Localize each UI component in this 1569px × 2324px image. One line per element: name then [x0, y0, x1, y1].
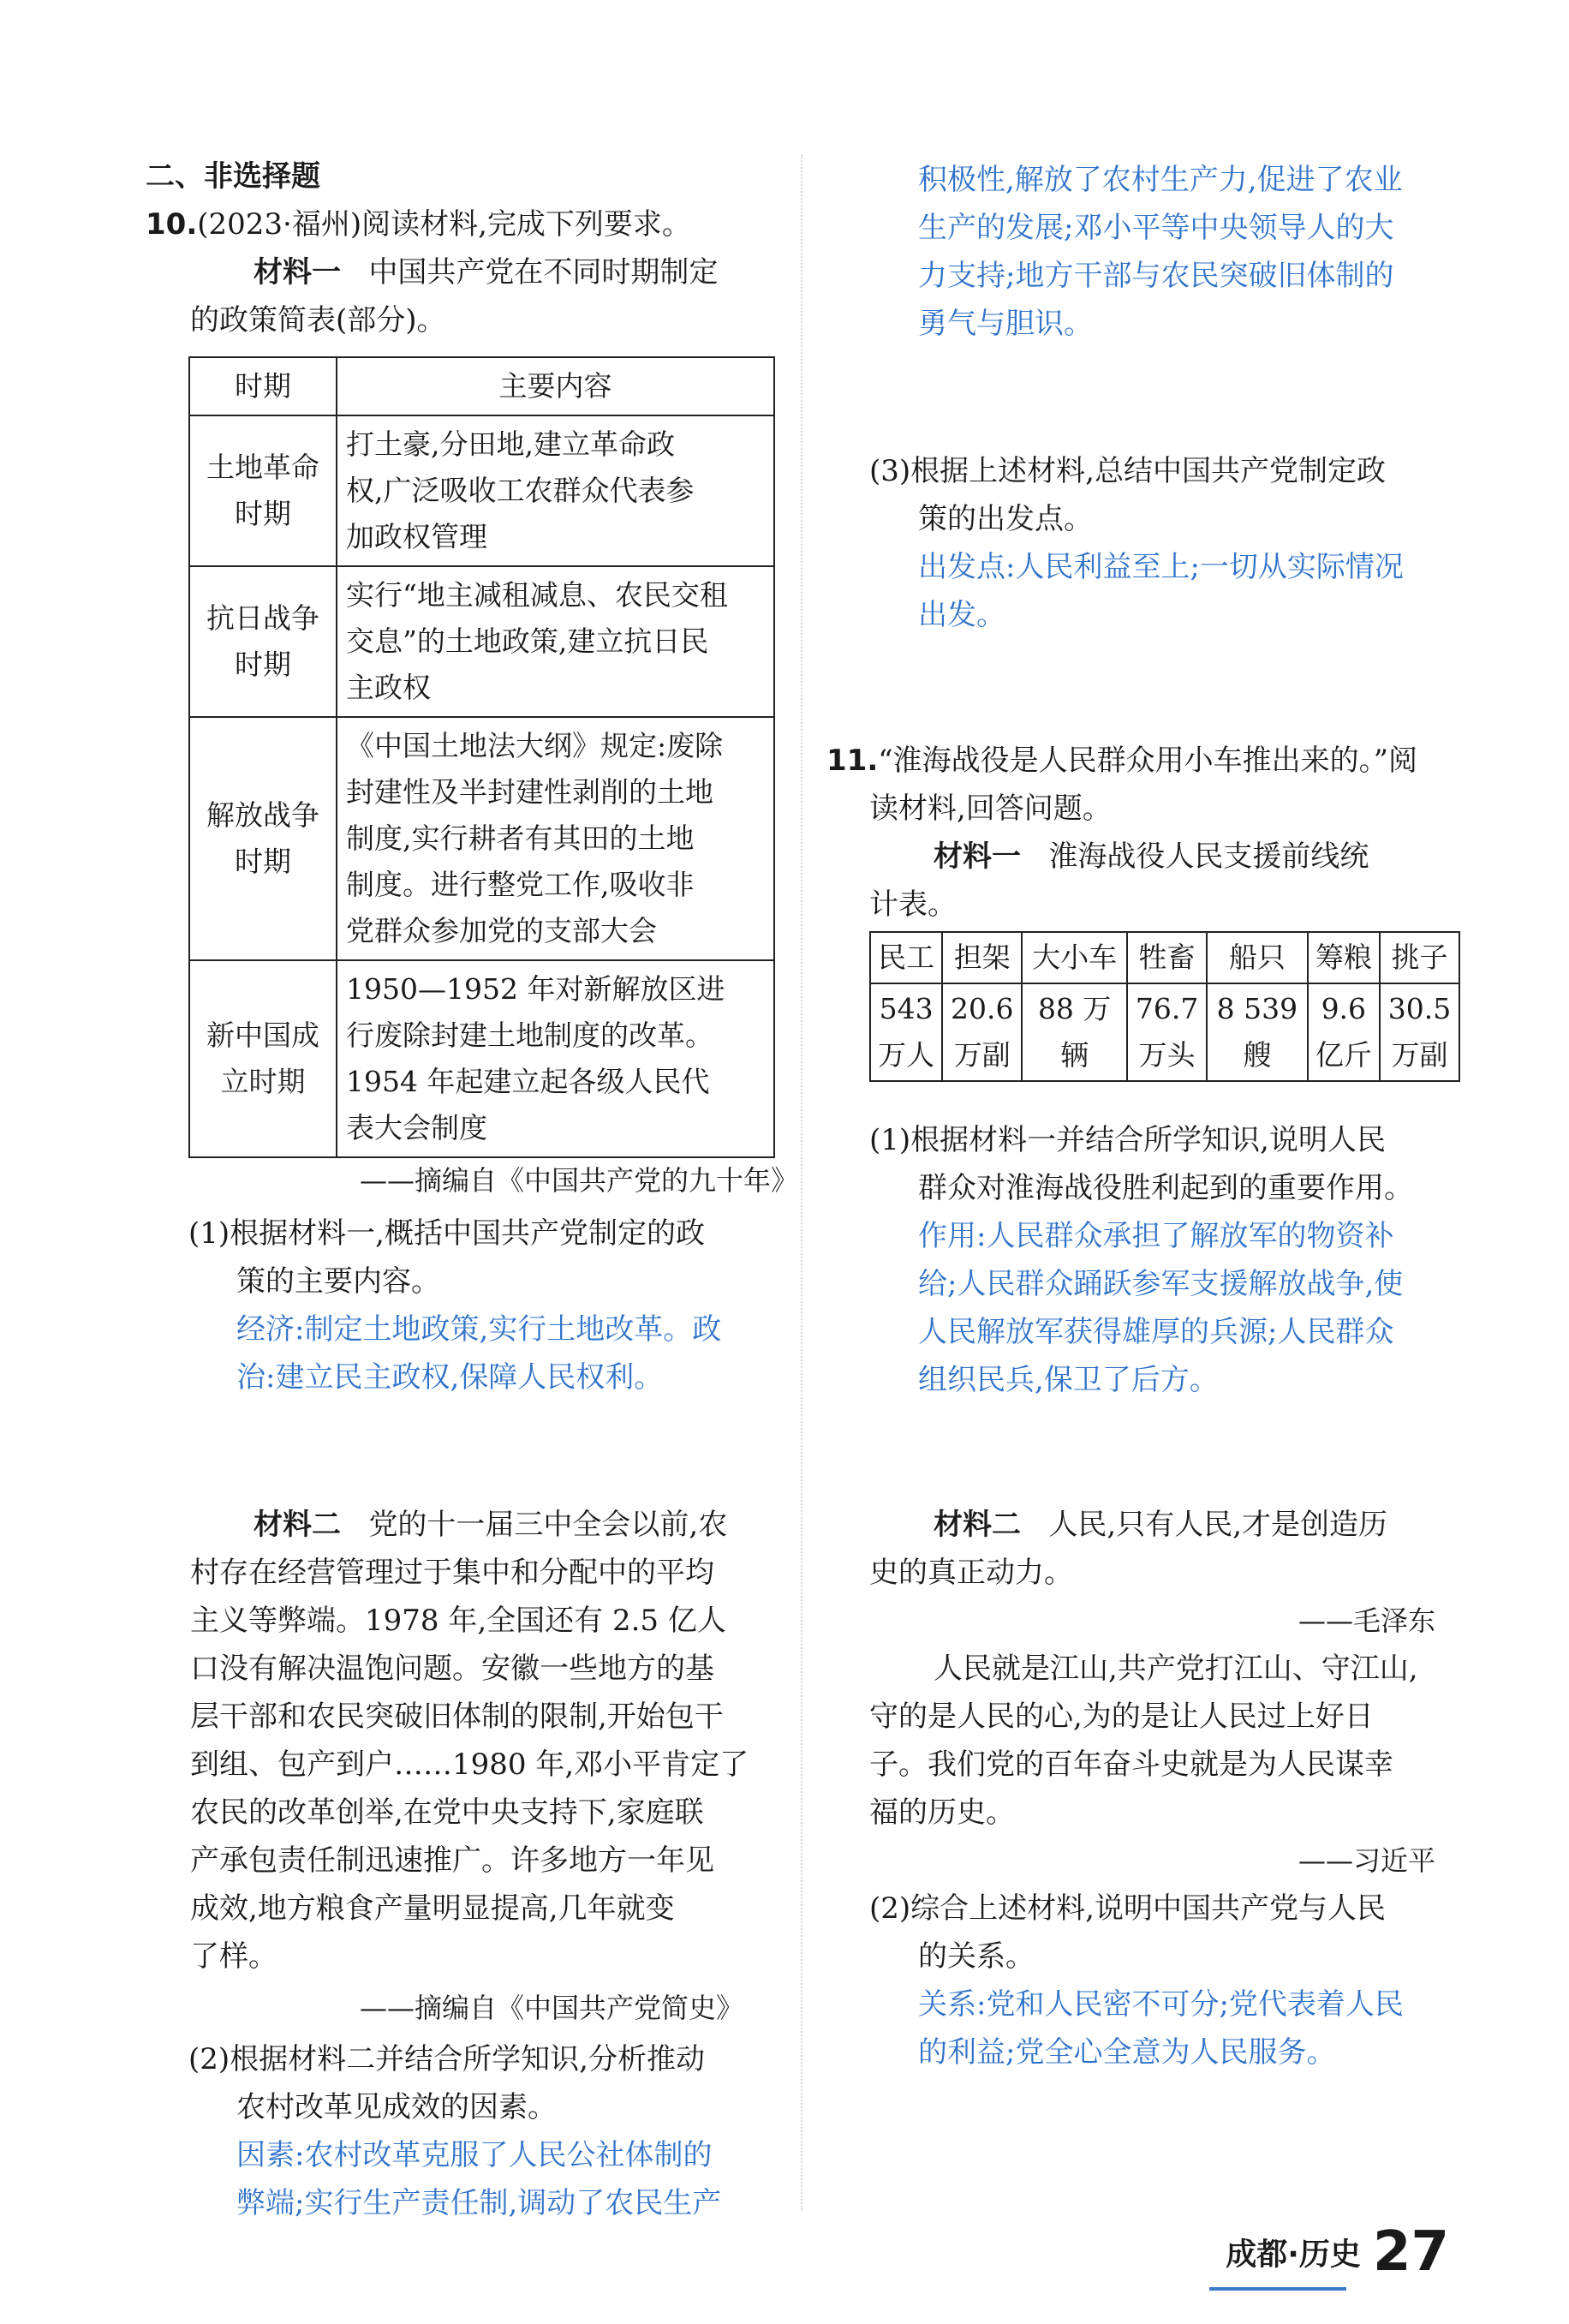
- table-row: [189, 717, 774, 960]
- table-row: [189, 960, 774, 1157]
- table-cell: 88 万 辆: [1022, 983, 1127, 1081]
- table-header: 筹粮: [1308, 932, 1380, 983]
- q10-a2-cont: 力支持;地方干部与农民突破旧体制的: [918, 259, 1394, 293]
- q11-a1-line: 人民解放军获得雄厚的兵源;人民群众: [918, 1315, 1394, 1349]
- q10-m2-source: ——摘编自《中国共产党简史》: [360, 1992, 744, 2024]
- q11-a2-line1: 关系:党和人民密不可分;党代表着人民: [918, 1987, 1404, 2022]
- q10-q1-line1: (1)根据材料一,概括中国共产党制定的政: [188, 1216, 705, 1251]
- q10-m2-line: 成效,地方粮食产量明显提高,几年就变: [190, 1891, 675, 1926]
- q11-m2-text2: 史的真正动力。: [869, 1556, 1073, 1590]
- footer-underline: [1209, 2287, 1346, 2291]
- q11-a2-line2: 的利益;党全心全意为人民服务。: [918, 2035, 1336, 2070]
- page-number: 27: [1372, 2220, 1449, 2284]
- table-row: [870, 983, 1459, 1081]
- q11-a1-line: 组织民兵,保卫了后方。: [918, 1363, 1219, 1397]
- table-cell: 9.6 亿斤: [1308, 983, 1380, 1081]
- q10-a2-line2: 弊端;实行生产责任制,调动了农民生产: [236, 2186, 722, 2220]
- q11-q2-line1: (2)综合上述材料,说明中国共产党与人民: [869, 1891, 1386, 1926]
- q10-a3-line2: 出发。: [918, 598, 1005, 632]
- q10-a2-cont: 生产的发展;邓小平等中央领导人的大: [918, 211, 1394, 245]
- q11-m2-source2: ——习近平: [1298, 1844, 1436, 1877]
- q11-m2-quote: 守的是人民的心,为的是让人民过上好日: [869, 1700, 1374, 1734]
- q10-m2-label: 材料二: [254, 1508, 341, 1542]
- q10-m1-source: ——摘编自《中国共产党的九十年》: [360, 1164, 799, 1197]
- q10-m2-line: 层干部和农民突破旧体制的限制,开始包干: [190, 1700, 724, 1734]
- q10-q2-line2: 农村改革见成效的因素。: [236, 2090, 557, 2124]
- table-cell-period: 新中国成 立时期: [189, 960, 337, 1157]
- table-header: 挑子: [1380, 932, 1459, 983]
- q10-stem: [146, 200, 691, 248]
- table-cell: 30.5 万副: [1380, 983, 1459, 1081]
- table-header-period: 时期: [189, 357, 337, 415]
- q10-material2-intro: 材料二 党的十一届三中全会以前,农: [254, 1508, 728, 1542]
- q11-q2-line2: 的关系。: [918, 1939, 1035, 1974]
- table-cell-content: 实行“地主减租减息、农民交租 交息”的土地政策,建立抗日民 主政权: [337, 566, 774, 717]
- table-cell-content: 打土豪,分田地,建立革命政 权,广泛吸收工农群众代表参 加政权管理: [337, 415, 774, 566]
- q11-m2-quote: 子。我们党的百年奋斗史就是为人民谋幸: [869, 1747, 1393, 1782]
- q10-m1-label: 材料一: [254, 255, 341, 290]
- q11-q1-line1: (1)根据材料一并结合所学知识,说明人民: [869, 1123, 1386, 1157]
- q10-q3-line1: (3)根据上述材料,总结中国共产党制定政: [869, 454, 1386, 488]
- table-header: 民工: [870, 932, 942, 983]
- q11-m2-source1: ——毛泽东: [1298, 1604, 1436, 1637]
- q10-a1-line1: 经济:制定土地政策,实行土地改革。政: [236, 1312, 722, 1347]
- table-row: [189, 566, 774, 717]
- q10-stem-text: (2023·福州)阅读材料,完成下列要求。: [197, 207, 691, 242]
- q11-material1-intro-2: 计表。: [869, 887, 957, 922]
- q11-stem-2: 读材料,回答问题。: [869, 792, 1112, 826]
- q11-material1-intro: 材料一 淮海战役人民支援前线统: [934, 839, 1369, 874]
- q10-m2-line: 口没有解决温饱问题。安徽一些地方的基: [190, 1652, 714, 1686]
- q11-material2-intro: 材料二 人民,只有人民,才是创造历: [934, 1508, 1388, 1542]
- table-cell-period: 解放战争 时期: [189, 717, 337, 960]
- q11-stem: 11.“淮海战役是人民群众用小车推出来的。”阅: [826, 744, 1417, 778]
- q10-a1-line2: 治:建立民主政权,保障人民权利。: [236, 1360, 664, 1395]
- table-header: 大小车: [1022, 932, 1127, 983]
- table-cell-content: 1950—1952 年对新解放区进 行废除封建土地制度的改革。 1954 年起建立起各级人民代 表大会制度: [337, 960, 774, 1157]
- q10-q2-line1: (2)根据材料二并结合所学知识,分析推动: [188, 2042, 705, 2076]
- q10-m2-line: 到组、包产到户……1980 年,邓小平肯定了: [190, 1747, 749, 1782]
- table-cell: 543 万人: [870, 983, 942, 1081]
- q11-m1-label: 材料一: [934, 839, 1021, 874]
- q11-a1-line: 给;人民群众踊跃参军支援解放战争,使: [918, 1267, 1404, 1301]
- q10-a2-cont: 积极性,解放了农村生产力,促进了农业: [918, 163, 1403, 197]
- policy-table: [188, 356, 775, 1158]
- table-header-content: 主要内容: [337, 357, 774, 415]
- table-cell: 20.6 万副: [942, 983, 1022, 1081]
- q10-m2-line: 了样。: [190, 1939, 277, 1974]
- q11-m2-quote: 福的历史。: [869, 1795, 1015, 1830]
- q10-m2-line: 农民的改革创举,在党中央支持下,家庭联: [190, 1795, 704, 1830]
- footer-subject: 成都·历史: [1226, 2237, 1361, 2273]
- table-cell: 76.7 万头: [1127, 983, 1207, 1081]
- table-header: 牲畜: [1127, 932, 1207, 983]
- column-divider: [801, 154, 802, 2210]
- page-footer: [1226, 2220, 1449, 2284]
- section-title: 二、非选择题: [146, 159, 320, 194]
- q10-m1-text1: 中国共产党在不同时期制定: [368, 255, 719, 290]
- table-cell: 8 539 艘: [1207, 983, 1308, 1081]
- q10-a3-line1: 出发点:人民利益至上;一切从实际情况: [918, 550, 1404, 584]
- table-row: [189, 415, 774, 566]
- q10-a2-cont: 勇气与胆识。: [918, 307, 1093, 341]
- table-cell-period: 土地革命 时期: [189, 415, 337, 566]
- q10-number: 10.: [146, 207, 198, 242]
- q10-q1-line2: 策的主要内容。: [236, 1264, 440, 1299]
- q10-q3-line2: 策的出发点。: [918, 502, 1093, 536]
- q11-m2-label: 材料二: [934, 1508, 1021, 1542]
- q11-m2-quote: 人民就是江山,共产党打江山、守江山,: [934, 1652, 1418, 1686]
- q11-a1-line: 作用:人民群众承担了解放军的物资补: [918, 1219, 1394, 1253]
- q10-m2-line: 产承包责任制迅速推广。许多地方一年见: [190, 1843, 714, 1878]
- q11-number: 11.: [826, 744, 879, 778]
- table-cell-period: 抗日战争 时期: [189, 566, 337, 717]
- q10-material1-intro-2: 的政策简表(部分)。: [190, 303, 446, 338]
- q10-m2-line: 村存在经营管理过于集中和分配中的平均: [190, 1556, 714, 1590]
- table-header-row: [870, 932, 1459, 983]
- q10-a2-line1: 因素:农村改革克服了人民公社体制的: [236, 2138, 713, 2172]
- table-header: 担架: [942, 932, 1022, 983]
- q10-m2-line: 主义等弊端。1978 年,全国还有 2.5 亿人: [190, 1604, 726, 1638]
- q10-material1-intro: [254, 248, 718, 296]
- support-table: [869, 931, 1460, 1082]
- table-header-row: [189, 357, 774, 415]
- table-cell-content: 《中国土地法大纲》规定:废除 封建性及半封建性剥削的土地 制度,实行耕者有其田的土地 制度。进行整党工作,吸收非 党群众参加党的支部大会: [337, 717, 774, 960]
- table-header: 船只: [1207, 932, 1308, 983]
- q11-q1-line2: 群众对淮海战役胜利起到的重要作用。: [918, 1171, 1413, 1205]
